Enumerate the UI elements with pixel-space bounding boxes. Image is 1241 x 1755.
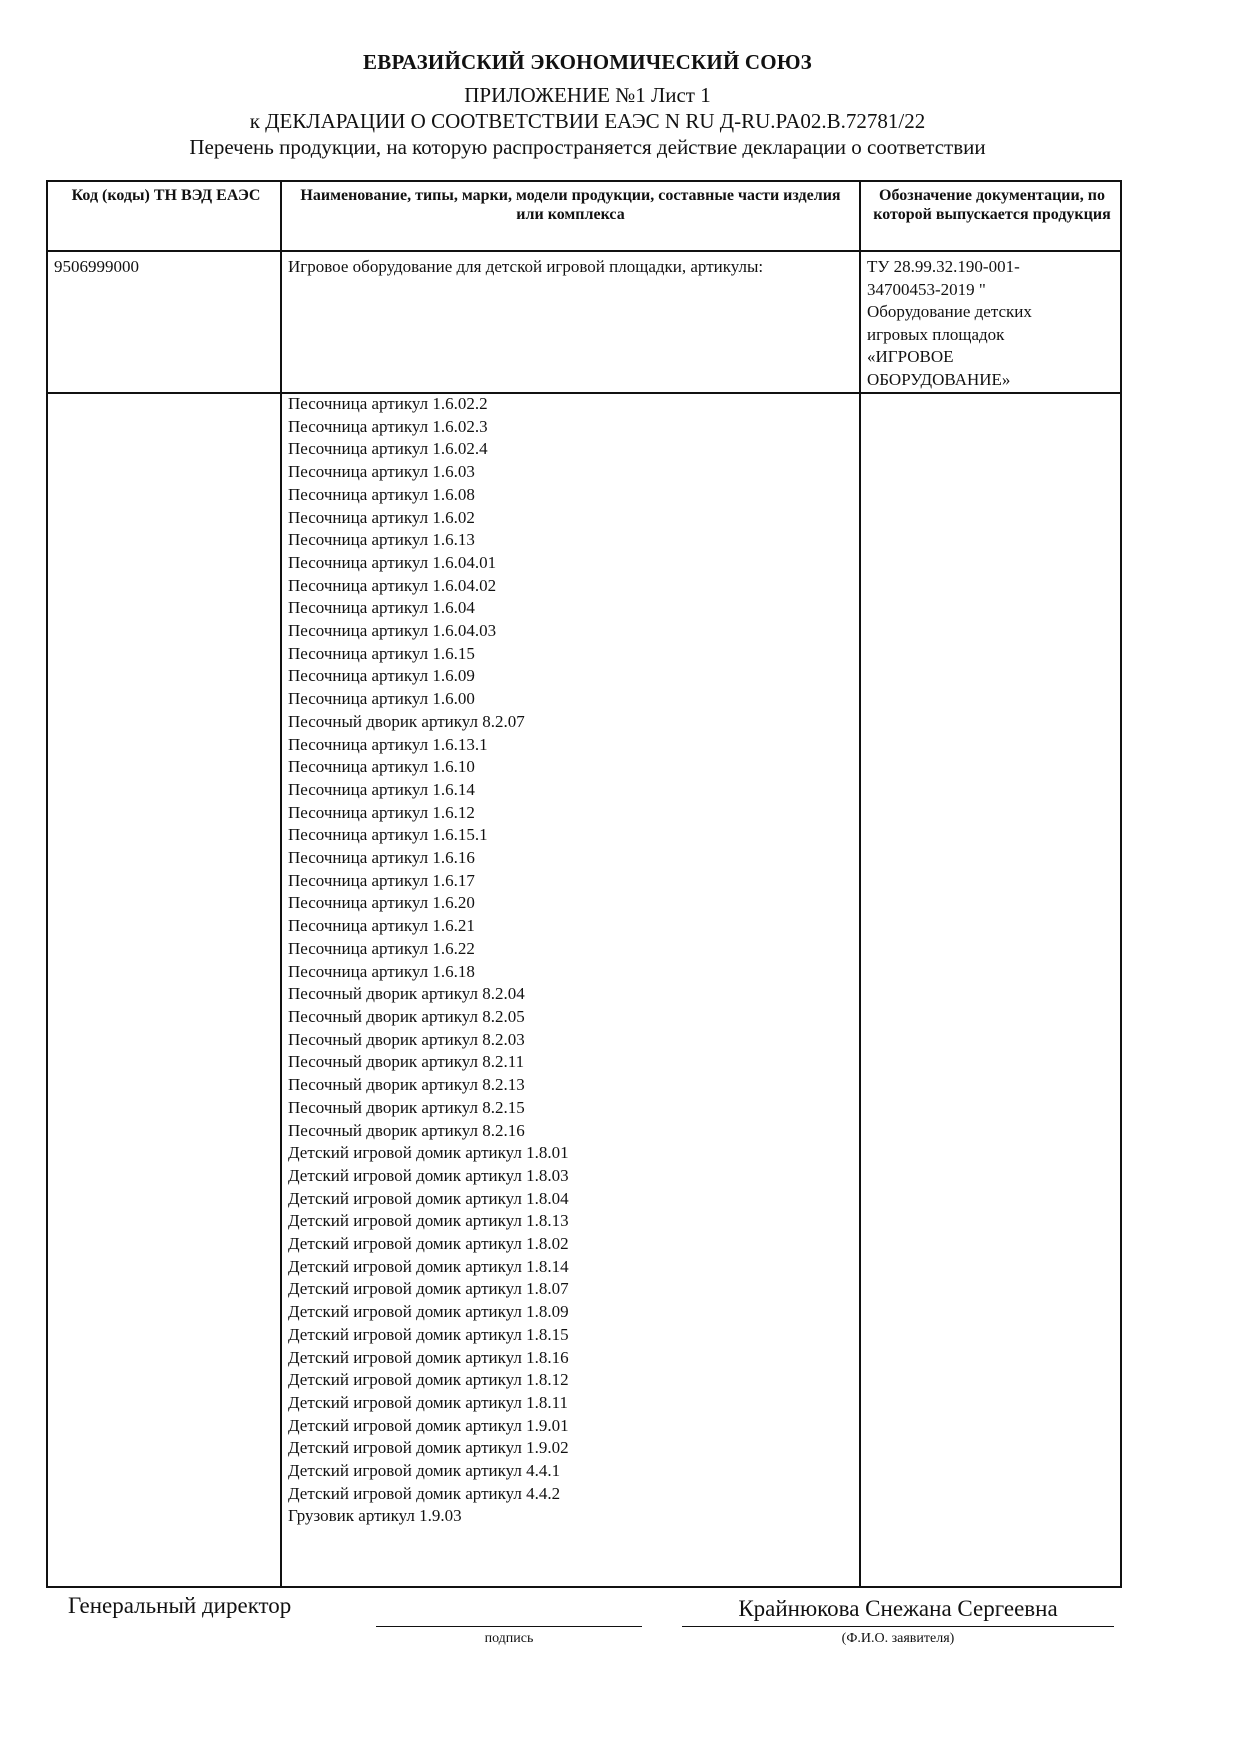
list-item: Песочница артикул 1.6.17 [288, 870, 475, 890]
list-item: Детский игровой домик артикул 1.9.02 [288, 1438, 569, 1458]
list-item: Песочница артикул 1.6.08 [288, 484, 475, 504]
products-table [46, 180, 1122, 1588]
list-item: Песочница артикул 1.6.00 [288, 689, 475, 709]
list-item: Детский игровой домик артикул 1.8.12 [288, 1370, 569, 1390]
list-item: Песочница артикул 1.6.14 [288, 779, 475, 799]
list-item: Песочница артикул 1.6.04.01 [288, 552, 497, 572]
list-item: Песочный дворик артикул 8.2.16 [288, 1120, 525, 1140]
list-item: Песочница артикул 1.6.18 [288, 961, 475, 981]
name-cell: Игровое оборудование для детской игровой площадки, артикулы: [288, 257, 764, 276]
list-item: Детский игровой домик артикул 1.8.16 [288, 1347, 569, 1367]
list-item: Детский игровой домик артикул 1.8.09 [288, 1302, 569, 1322]
list-item: Песочница артикул 1.6.04.03 [288, 621, 497, 641]
list-item: Детский игровой домик артикул 1.8.01 [288, 1143, 569, 1163]
header-row-divider [48, 250, 1120, 252]
signature-line [376, 1626, 642, 1627]
list-item: Детский игровой домик артикул 1.9.01 [288, 1415, 569, 1435]
union-title: ЕВРАЗИЙСКИЙ ЭКОНОМИЧЕСКИЙ СОЮЗ [363, 50, 812, 74]
list-item: Песочный дворик артикул 8.2.13 [288, 1075, 525, 1095]
list-item: Песочница артикул 1.6.02.4 [288, 439, 488, 459]
list-item: Песочный дворик артикул 8.2.07 [288, 711, 525, 731]
list-item: Песочный дворик артикул 8.2.11 [288, 1052, 525, 1072]
signature-caption: подпись [484, 1631, 534, 1646]
list-item: Песочный дворик артикул 8.2.15 [288, 1097, 525, 1117]
list-item: Песочный дворик артикул 8.2.03 [288, 1029, 525, 1049]
header-doc: Обозначение документации, по которой выпускается продукция [873, 187, 1111, 223]
list-item: Детский игровой домик артикул 1.8.14 [288, 1256, 569, 1276]
list-item: Песочница артикул 1.6.13.1 [288, 734, 488, 754]
list-item: Песочница артикул 1.6.02.2 [288, 394, 488, 413]
list-item: Песочница артикул 1.6.04.02 [288, 575, 497, 595]
header-name: Наименование, типы, марки, модели продукции, составные части изделия или комплекса [300, 187, 841, 223]
list-item: Песочница артикул 1.6.13 [288, 530, 475, 550]
signatory-role: Генеральный директор [68, 1593, 292, 1618]
header-code: Код (коды) ТН ВЭД ЕАЭС [71, 187, 261, 204]
list-item: Детский игровой домик артикул 4.4.1 [288, 1461, 561, 1481]
list-item: Детский игровой домик артикул 1.8.03 [288, 1165, 569, 1185]
list-item: Песочница артикул 1.6.09 [288, 666, 475, 686]
list-item: Песочница артикул 1.6.21 [288, 916, 475, 936]
list-item: Песочница артикул 1.6.10 [288, 757, 475, 777]
list-item: Детский игровой домик артикул 1.8.11 [288, 1392, 568, 1412]
name-line [682, 1626, 1114, 1627]
signatory-name: Крайнюкова Снежана Сергеевна [738, 1596, 1058, 1621]
list-item: Песочница артикул 1.6.20 [288, 893, 475, 913]
list-item: Детский игровой домик артикул 1.8.07 [288, 1279, 569, 1299]
list-item: Детский игровой домик артикул 1.8.15 [288, 1324, 569, 1344]
list-item: Детский игровой домик артикул 1.8.02 [288, 1234, 569, 1254]
list-item: Песочница артикул 1.6.16 [288, 848, 475, 868]
article-list [288, 393, 848, 1528]
list-item: Песочница артикул 1.6.15 [288, 643, 475, 663]
list-item: Песочница артикул 1.6.15.1 [288, 825, 488, 845]
list-subtitle: Перечень продукции, на которую распространяется действие декларации о соответствии [189, 135, 986, 159]
list-item: Детский игровой домик артикул 4.4.2 [288, 1483, 561, 1503]
list-item: Песочница артикул 1.6.02.3 [288, 416, 488, 436]
list-item: Песочница артикул 1.6.02 [288, 507, 475, 527]
doc-cell: ТУ 28.99.32.190-001-34700453-2019 " Оборудование детских игровых площадок «ИГРОВОЕ ОБОРУДОВАНИЕ» [867, 257, 1032, 389]
list-item: Песочный дворик артикул 8.2.04 [288, 984, 525, 1004]
list-item: Детский игровой домик артикул 1.8.04 [288, 1188, 569, 1208]
list-item: Песочница артикул 1.6.04 [288, 598, 475, 618]
list-item: Песочница артикул 1.6.22 [288, 938, 475, 958]
list-item: Песочный дворик артикул 8.2.05 [288, 1006, 525, 1026]
list-item: Детский игровой домик артикул 1.8.13 [288, 1211, 569, 1231]
list-item: Песочница артикул 1.6.03 [288, 462, 475, 482]
name-caption: (Ф.И.О. заявителя) [841, 1631, 955, 1646]
list-item: Грузовик артикул 1.9.03 [288, 1506, 462, 1526]
list-item: Песочница артикул 1.6.12 [288, 802, 475, 822]
declaration-number: к ДЕКЛАРАЦИИ О СООТВЕТСТВИИ ЕАЭС N RU Д-RU.PA02.B.72781/22 [249, 109, 926, 133]
appendix-title: ПРИЛОЖЕНИЕ №1 Лист 1 [464, 83, 711, 107]
code-cell: 9506999000 [54, 257, 139, 276]
